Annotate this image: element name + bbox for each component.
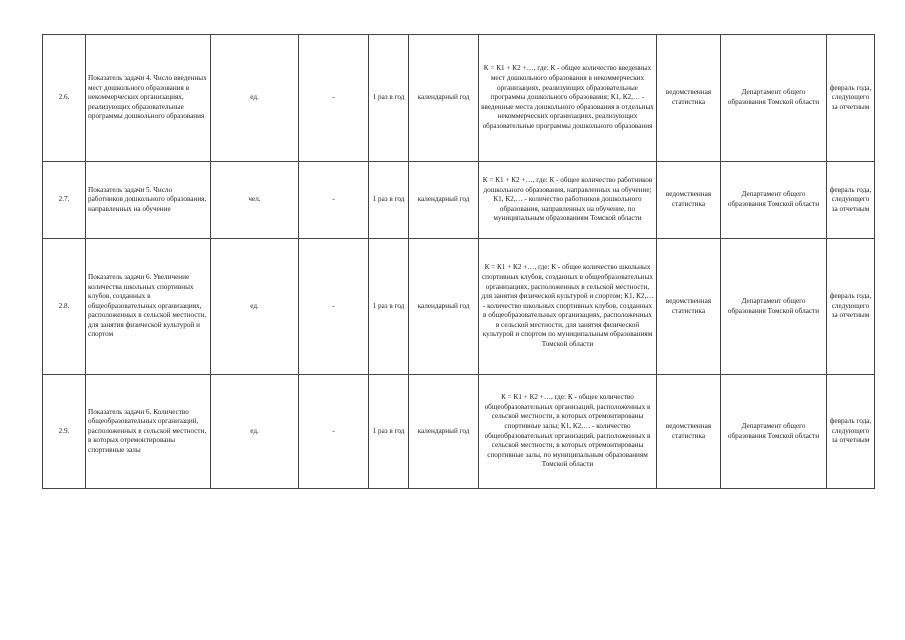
row-number: 2.8. bbox=[43, 239, 86, 375]
unit-cell: чел. bbox=[211, 162, 299, 239]
unit-cell: ед. bbox=[211, 35, 299, 162]
unit-cell: ед. bbox=[211, 375, 299, 489]
indicator-name: Показатель задачи 6. Увеличение количества школьных спортивных клубов, созданных в общеобразовательных организациях, расположенных в сельской местности, для занятия физической культурой и спортом bbox=[86, 239, 211, 375]
dash-cell: - bbox=[299, 35, 369, 162]
table-row bbox=[43, 239, 875, 375]
period-cell: календарный год bbox=[409, 239, 479, 375]
formula-cell: К = К1 + К2 +…, где: К - общее количество работников дошкольного образования, направленных на обучение; К1, К2,… - количество работников дошкольного образования, направленных на обучение, по муниципальным образованиям Томской области bbox=[479, 162, 657, 239]
unit-cell: ед. bbox=[211, 239, 299, 375]
responsible-cell: Департамент общего образования Томской области bbox=[721, 162, 827, 239]
indicators-table bbox=[42, 34, 875, 489]
dash-cell: - bbox=[299, 239, 369, 375]
period-cell: календарный год bbox=[409, 375, 479, 489]
frequency-cell: 1 раз в год bbox=[369, 162, 409, 239]
formula-cell: К = К1 + К2 +…, где: К - общее количество общеобразовательных организаций, расположенных в сельской местности, в которых отремонтированы спортивные залы; К1, К2,… - количество общеобразовательных организаций, расположенных в сельской местности, в которых отремонтированы спортивные залы, по муниципальным образованиям Томской области bbox=[479, 375, 657, 489]
table-row bbox=[43, 162, 875, 239]
responsible-cell: Департамент общего образования Томской области bbox=[721, 375, 827, 489]
source-cell: ведомственная статистика bbox=[657, 162, 721, 239]
row-number: 2.7. bbox=[43, 162, 86, 239]
indicator-name: Показатель задачи 4. Число введенных мест дошкольного образования в некоммерческих организациях, реализующих образовательные программы дошкольного образования bbox=[86, 35, 211, 162]
frequency-cell: 1 раз в год bbox=[369, 375, 409, 489]
indicator-name: Показатель задачи 5. Число работников дошкольного образования, направленных на обучение bbox=[86, 162, 211, 239]
table-row bbox=[43, 35, 875, 162]
formula-cell: К = К1 + К2 +…, где: К - общее количество школьных спортивных клубов, созданных в общеобразовательных организациях, расположенных в сельской местности, для занятия физической культурой и спортом; К1, К2,… - количество школьных спортивных клубов, созданных в общеобразовательных организациях, расположенных в сельской местности, для занятия физической культурой и спортом по муниципальным образованиям Томской области bbox=[479, 239, 657, 375]
deadline-cell: февраль года, следующего за отчетным bbox=[827, 239, 875, 375]
deadline-cell: февраль года, следующего за отчетным bbox=[827, 35, 875, 162]
frequency-cell: 1 раз в год bbox=[369, 239, 409, 375]
deadline-cell: февраль года, следующего за отчетным bbox=[827, 375, 875, 489]
indicator-name: Показатель задачи 6. Количество общеобразовательных организаций, расположенных в сельской местности, в которых отремонтированы спортивные залы bbox=[86, 375, 211, 489]
period-cell: календарный год bbox=[409, 35, 479, 162]
frequency-cell: 1 раз в год bbox=[369, 35, 409, 162]
responsible-cell: Департамент общего образования Томской области bbox=[721, 239, 827, 375]
row-number: 2.9. bbox=[43, 375, 86, 489]
deadline-cell: февраль года, следующего за отчетным bbox=[827, 162, 875, 239]
row-number: 2.6. bbox=[43, 35, 86, 162]
responsible-cell: Департамент общего образования Томской области bbox=[721, 35, 827, 162]
source-cell: ведомственная статистика bbox=[657, 35, 721, 162]
dash-cell: - bbox=[299, 375, 369, 489]
table-row bbox=[43, 375, 875, 489]
source-cell: ведомственная статистика bbox=[657, 239, 721, 375]
formula-cell: К = К1 + К2 +…, где: К - общее количество введенных мест дошкольного образования в некоммерческих организациях, реализующих образовательные программы дошкольного образования; К1, К2,… - введенные места дошкольного образования в отдельных некоммерческих организациях, реализующих образовательные программы дошкольного образования bbox=[479, 35, 657, 162]
source-cell: ведомственная статистика bbox=[657, 375, 721, 489]
period-cell: календарный год bbox=[409, 162, 479, 239]
dash-cell: - bbox=[299, 162, 369, 239]
